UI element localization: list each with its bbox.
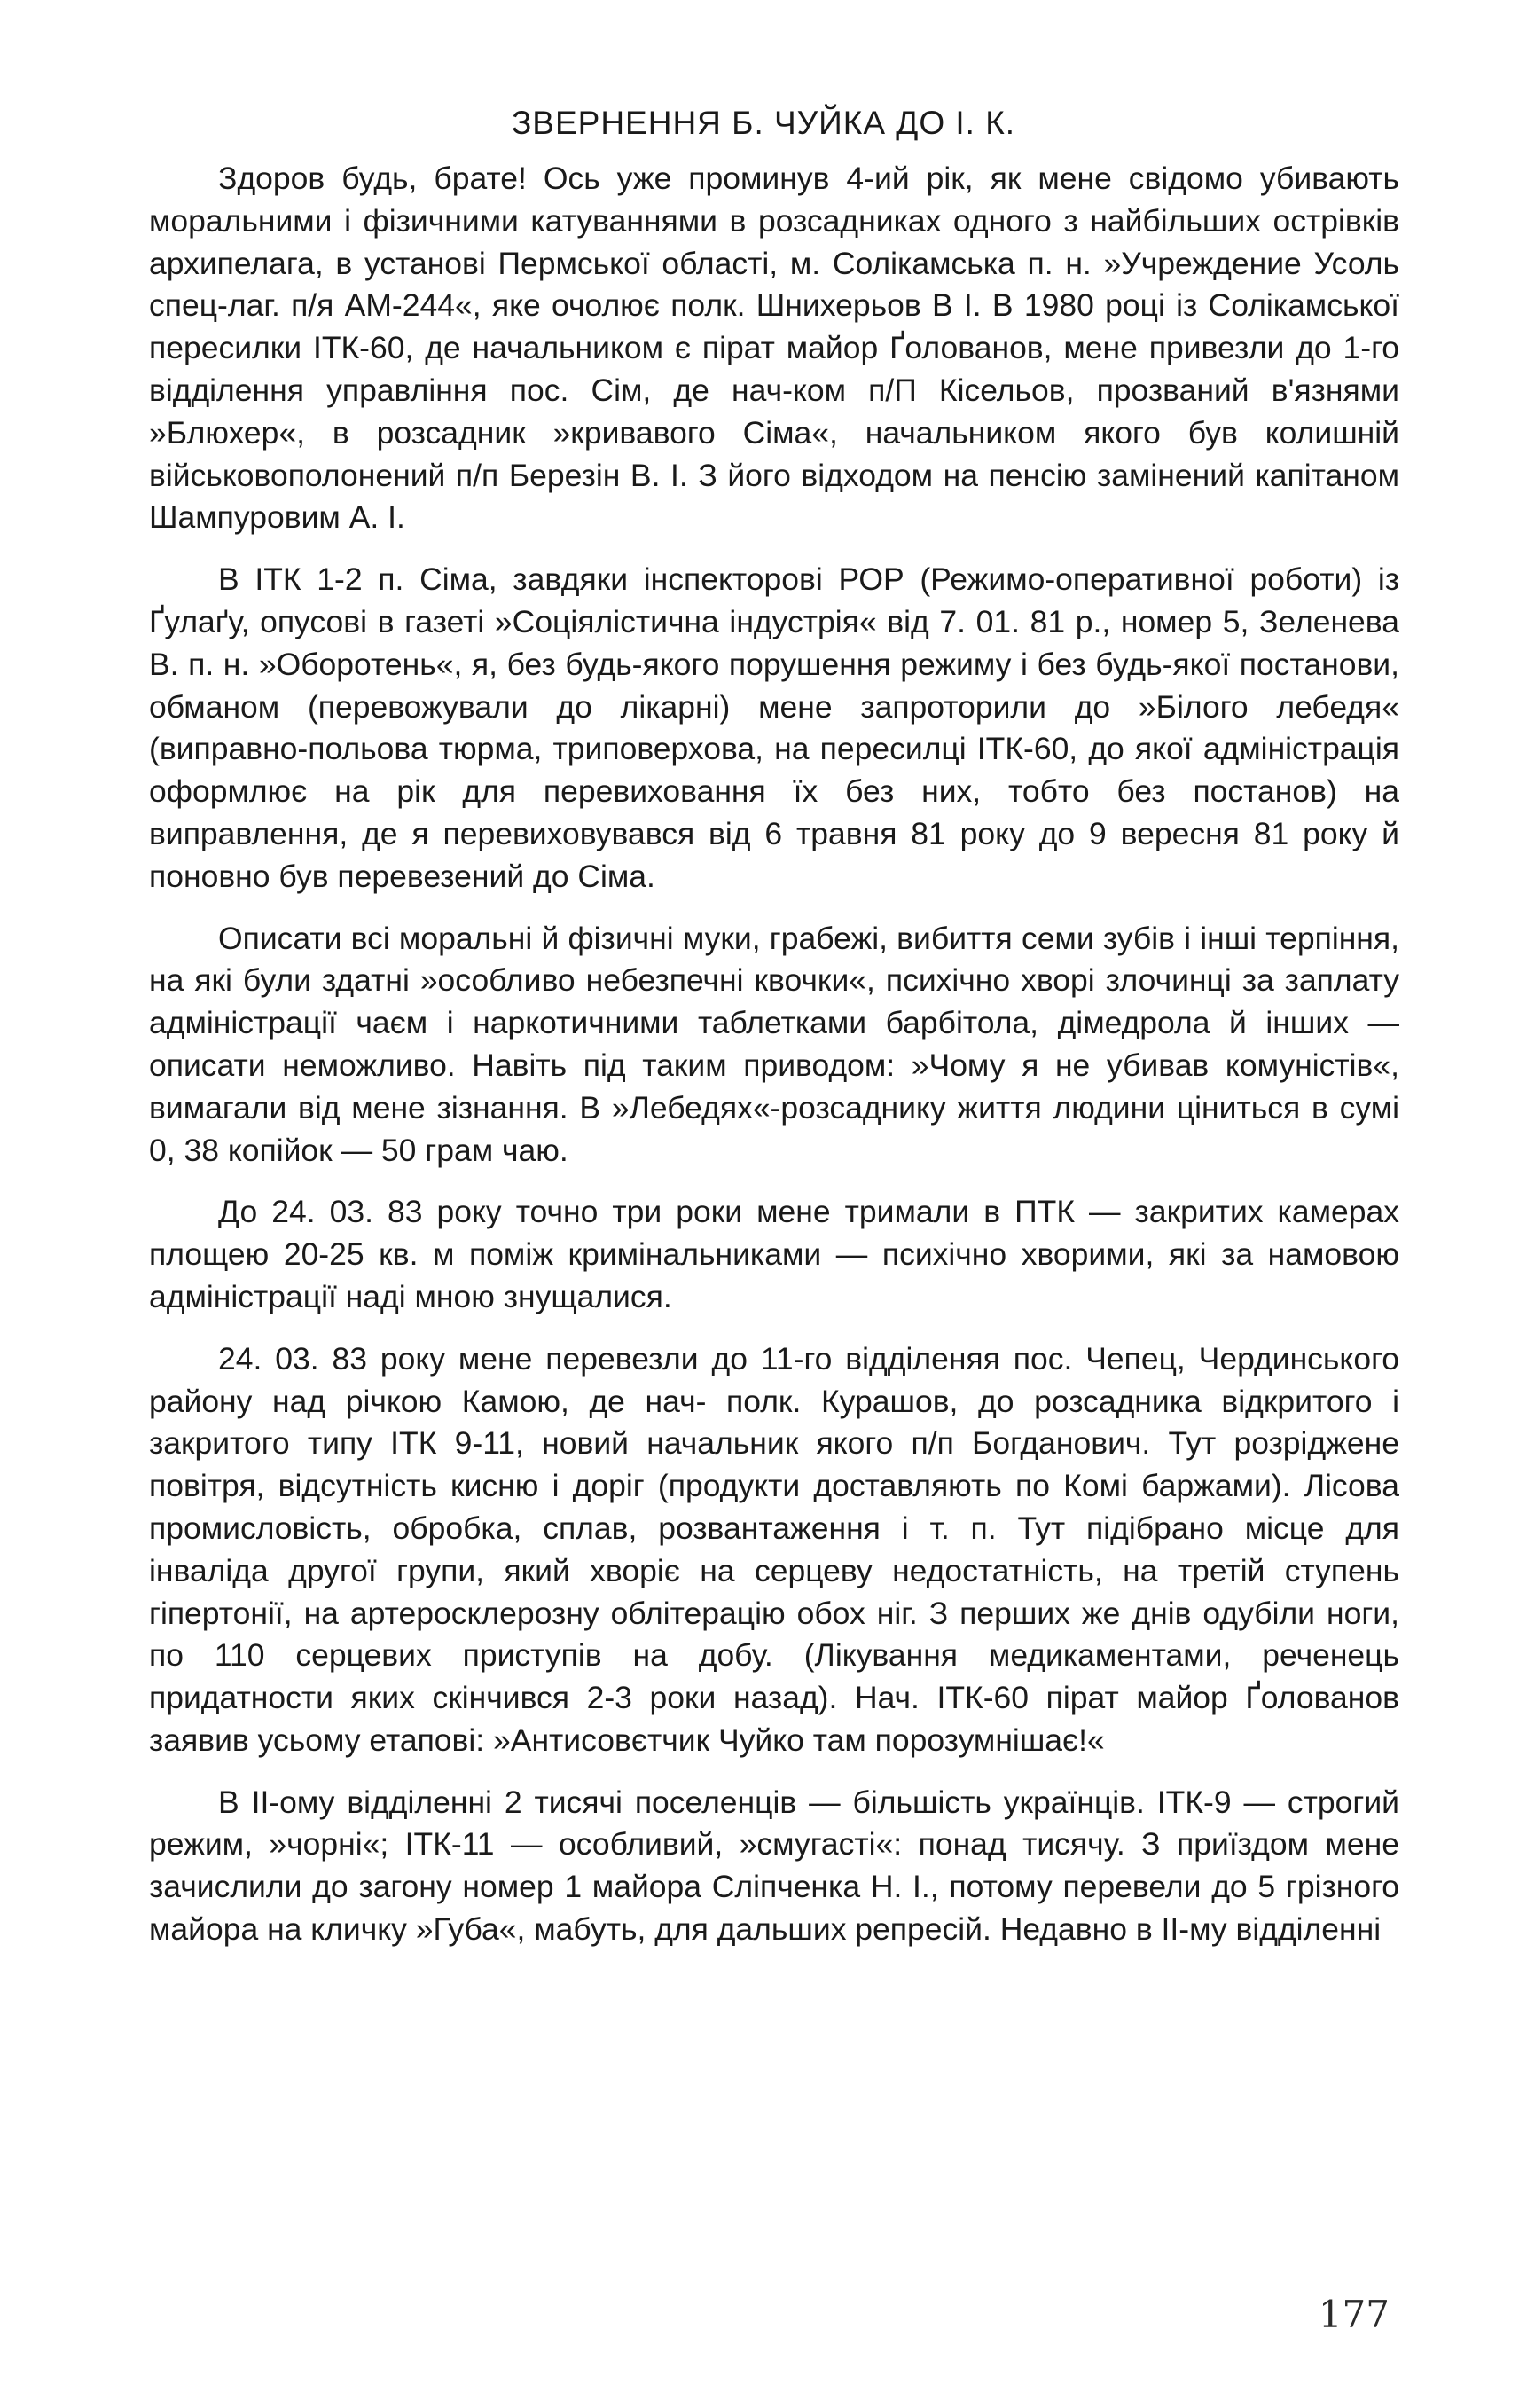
page-number: 177 [1318, 2293, 1390, 2336]
paragraph-1: Здоров будь, брате! Ось уже проминув 4-ий рік, як мене свідомо убивають моральними і фізичними катуваннями в розсадниках одного з найбільших острівків архипелага, в установі Пермської області, м. Солікамська п. н. »Учреждение Усоль спец-лаг. п/я АМ-244«, яке очолює полк. Шнихерьов В І. В 1980 році із Солікамської пересилки ІТК-60, де начальником є пірат майор Ґолованов, мене привезли до 1-го відділення управління пос. Сім, де нач-ком п/П Кісельов, прозваний в'язнями »Блюхер«, в розсадник »кривавого Сіма«, начальником якого був колишній військовополонений п/п Березін В. І. З його відходом на пенсію замінений капітаном Шампуровим А. І. [149, 161, 1399, 536]
paragraph-3: Описати всі моральні й фізичні муки, грабежі, вибиття семи зубів і інші терпіння, на які були здатні »особливо небезпечні квочки«, психічно хворі злочинці за заплату адміністрації чаєм і наркотичними таблетками барбітола, дімедрола й інших — описати неможливо. Навіть під таким приводом: »Чому я не убивав комуністів«, вимагали від мене зізнання. В »Лебедях«-розсаднику життя людини ціниться в сумі 0, 38 копійок — 50 грам чаю. [149, 920, 1399, 1168]
paragraph-5: 24. 03. 83 року мене перевезли до 11-го відділеняя пос. Чепец, Чердинського району над річкою Камою, де нач- полк. Курашов, до розсадника відкритого і закритого типу ІТК 9-11, новий начальник якого п/п Богданович. Тут розріджене повітря, відсутність кисню і доріг (продукти доставляють по Комі баржами). Лісова промисловість, обробка, сплав, розвантаження і т. п. Тут підібрано місце для інваліда другої групи, який хворіє на серцеву недостатність, на третій ступень гіпертонії, на артеросклерозну облітерацію обох ніг. З перших же днів одубіли ноги, по 110 серцевих приступів на добу. (Лікування медикаментами, реченець придатности яких скінчився 2-3 роки назад). Нач. ІТК-60 пірат майор Ґолованов заявив усьому етапові: »Антисовєтчик Чуйко там порозумнішає!« [149, 1340, 1399, 1758]
body-text [149, 158, 1399, 1971]
paragraph-4: До 24. 03. 83 року точно три роки мене тримали в ПТК — закритих камерах площею 20-25 кв. м поміж кримінальниками — психічно хворими, які за намовою адміністрації наді мною знущалися. [149, 1194, 1399, 1314]
document-title: ЗВЕРНЕННЯ Б. ЧУЙКА ДО І. К. [511, 105, 1016, 141]
paragraph-2: В ІТК 1-2 п. Сіма, завдяки інспекторові РОР (Режимо-оперативної роботи) із Ґулаґу, опусові в газеті »Соціялістична індустрія« від 7. 01. 81 р., номер 5, Зеленева В. п. н. »Оборотень«, я, без будь-якого порушення режиму і без будь-якої постанови, обманом (перевожували до лікарні) мене запроторили до »Білого лебедя« (виправно-польова тюрма, триповерхова, на пересилці ІТК-60, до якої адміністрація оформлює на рік для перевиховання їх без них, тобто без постанов) на виправлення, де я перевиховувався від 6 травня 81 року до 9 вересня 81 року й поновно був перевезений до Сіма. [149, 561, 1399, 894]
paragraph-6: В ІІ-ому відділенні 2 тисячі поселенців — більшість українців. ІТК-9 — строгий режим, »чорні«; ІТК-11 — особливий, »смугасті«: понад тисячу. З приїздом мене зачислили до загону номер 1 майора Сліпченка Н. І., потому перевели до 5 грізного майора на кличку »Губа«, мабуть, для дальших репресій. Недавно в ІІ-му відділенні [149, 1784, 1399, 1948]
